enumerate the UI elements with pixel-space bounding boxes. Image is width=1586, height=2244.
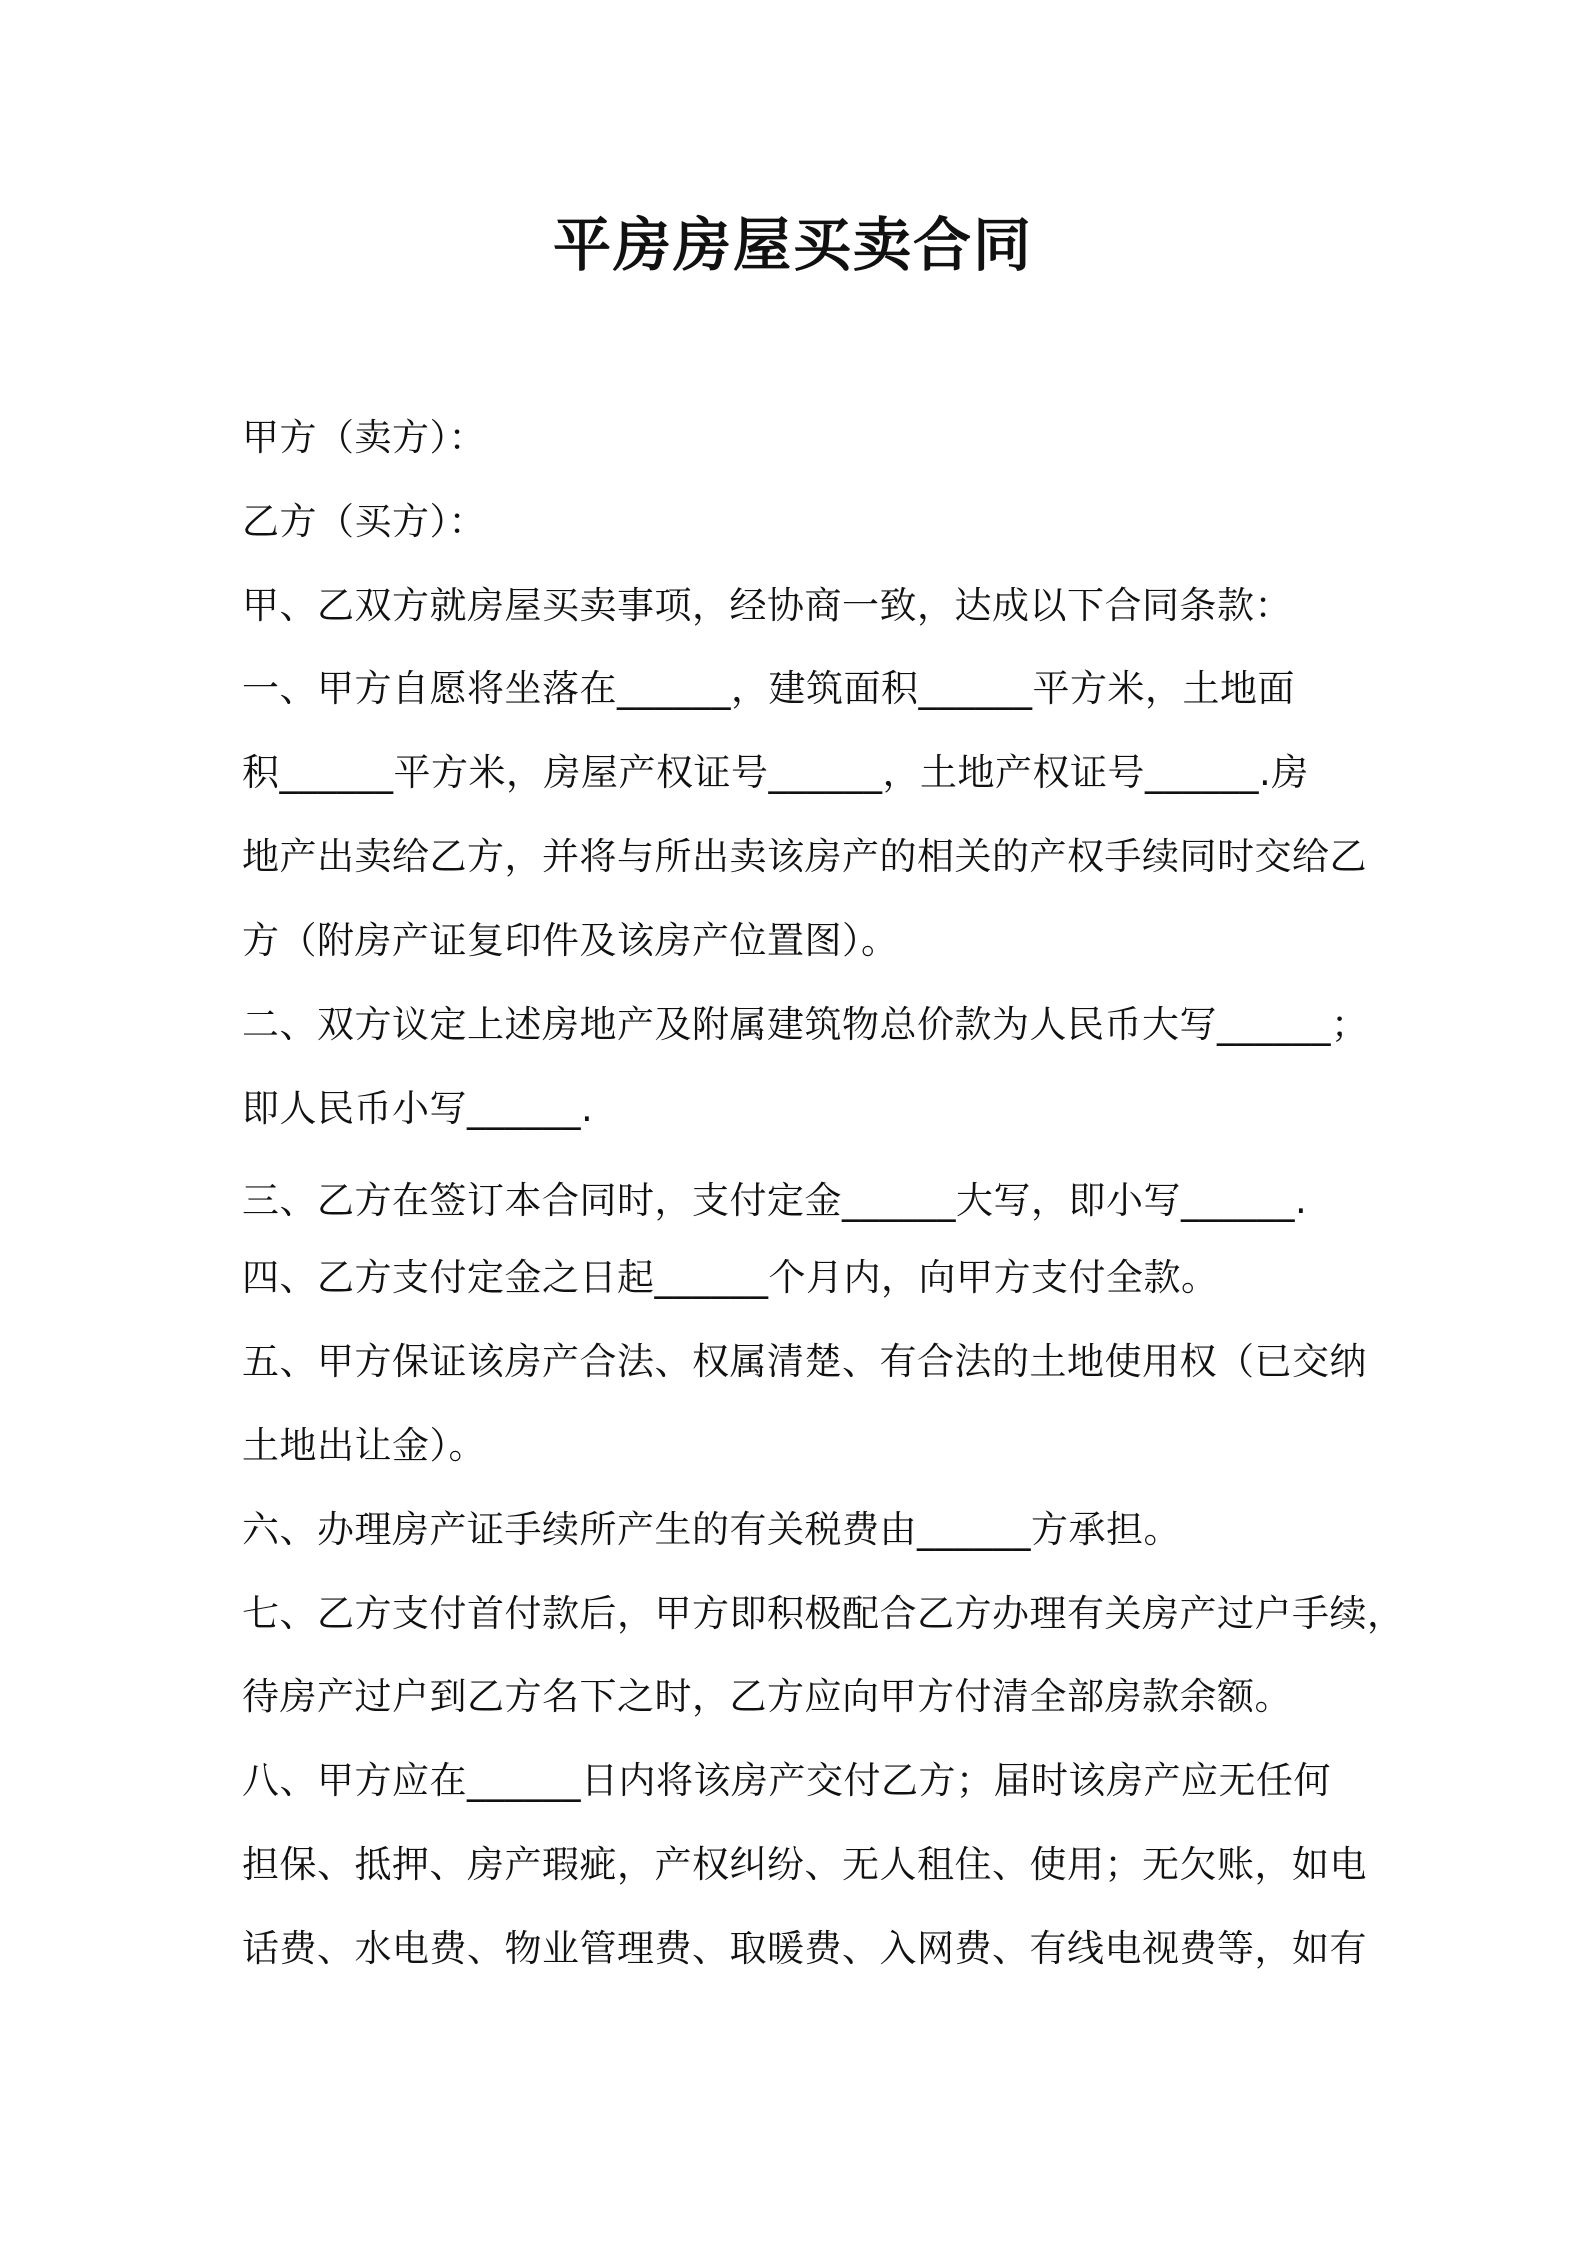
clause-5-line-2: 土地出让金）。: [242, 1424, 486, 1467]
clause-6-line: 六、办理房产证手续所产生的有关税费由______方承担。: [242, 1508, 1181, 1551]
buyer-party-line: 乙方（买方）：: [242, 500, 486, 543]
clause-2-line-1: 二、双方议定上述房地产及附属建筑物总价款为人民币大写______；: [242, 1003, 1369, 1046]
clause-8-line-3: 话费、水电费、物业管理费、取暖费、入网费、有线电视费等，如有: [242, 1927, 1367, 1970]
clause-4-line: 四、乙方支付定金之日起______个月内，向甲方支付全款。: [242, 1256, 1219, 1299]
clause-2-line-2: 即人民币小写______.: [242, 1087, 594, 1130]
clause-7-line-2: 待房产过户到乙方名下之时，乙方应向甲方付清全部房款余额。: [242, 1675, 1292, 1718]
clause-5-line-1: 五、甲方保证该房产合法、权属清楚、有合法的土地使用权（已交纳: [242, 1340, 1367, 1383]
clause-1-line-1: 一、甲方自愿将坐落在______，建筑面积______平方米，土地面: [242, 667, 1295, 710]
clause-1-line-3: 地产出卖给乙方，并将与所出卖该房产的相关的产权手续同时交给乙: [242, 835, 1367, 878]
clause-3-line: 三、乙方在签订本合同时，支付定金______大写，即小写______.: [242, 1179, 1308, 1222]
clause-7-line-1: 七、乙方支付首付款后，甲方即积极配合乙方办理有关房产过户手续，: [242, 1592, 1405, 1635]
clause-1-line-2: 积______平方米，房屋产权证号______，土地产权证号______.房: [242, 751, 1309, 794]
preamble-line: 甲、乙双方就房屋买卖事项，经协商一致，达成以下合同条款：: [242, 584, 1292, 627]
clause-8-line-1: 八、甲方应在______日内将该房产交付乙方；届时该房产应无任何: [242, 1759, 1331, 1802]
seller-party-line: 甲方（卖方）：: [242, 416, 486, 459]
document-title: 平房房屋买卖合同: [552, 211, 1033, 279]
clause-1-line-4: 方（附房产证复印件及该房产位置图）。: [242, 919, 899, 962]
clause-8-line-2: 担保、抵押、房产瑕疵，产权纠纷、无人租住、使用；无欠账，如电: [242, 1843, 1367, 1886]
